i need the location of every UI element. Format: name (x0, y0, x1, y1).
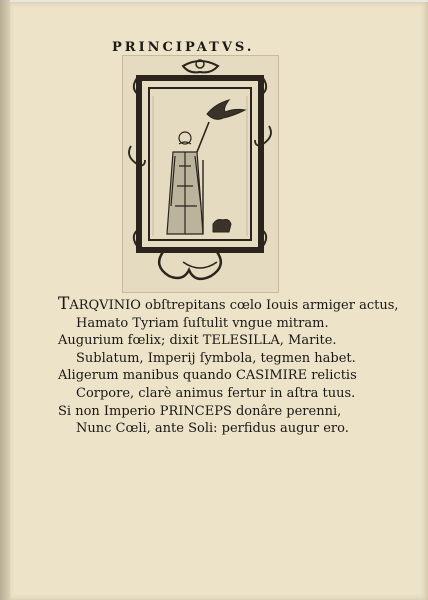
poem-line-3: Augurium fœlix; dixit TELESILLA, Marite. (58, 333, 337, 349)
poem (58, 296, 418, 438)
poem-line-5: Aligerum manibus quando CASIMIRE relictis (58, 368, 357, 384)
poem-line-6: Corpore, clarè animus fertur in aſtra tuus. (76, 385, 356, 401)
running-head: PRINCIPATVS. (112, 40, 255, 55)
book-spine-edge (0, 0, 10, 600)
poem-line-8: Nunc Cœli, ante Soli: perfidus augur ero. (76, 421, 349, 437)
poem-line-1: TARQVINIO obſtrepitans cœlo Iouis armiger actus, (58, 294, 399, 314)
poem-line-4: Sublatum, Imperij ſymbola, tegmen habet. (76, 350, 356, 366)
poem-line-2: Hamato Tyriam ſuſtulit vngue mitram. (76, 315, 329, 331)
poem-line-7: Si non Imperio PRINCEPS donâre perenni, (58, 403, 342, 419)
engraving-icon (123, 56, 278, 292)
emblem-plate (122, 55, 279, 293)
